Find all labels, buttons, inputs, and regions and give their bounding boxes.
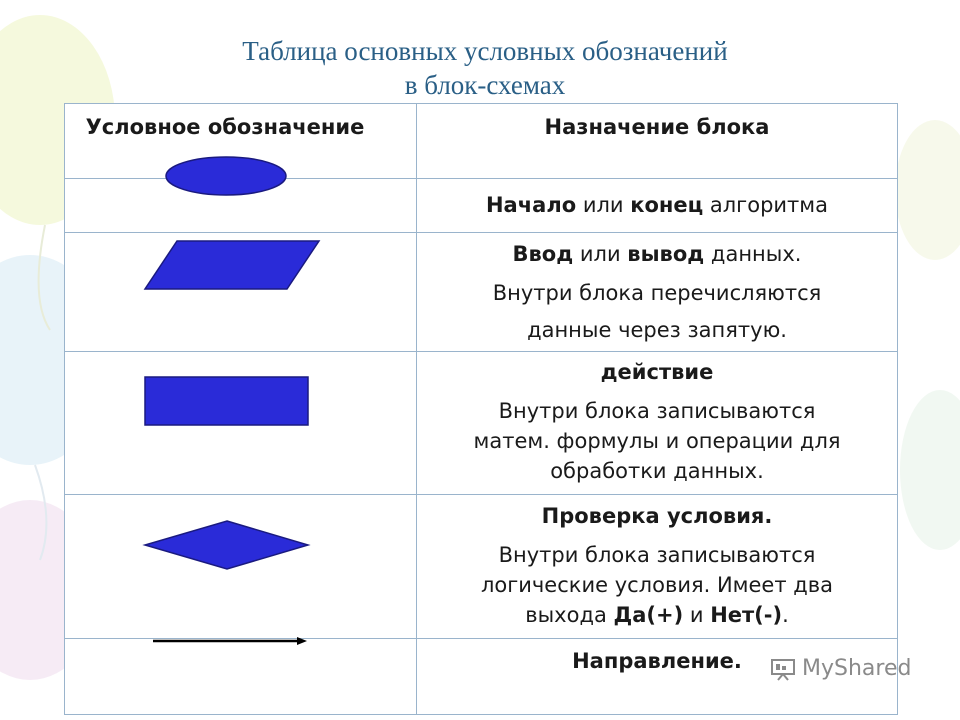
row-condition-plain-1: выхода [525, 603, 614, 627]
row-action-text [417, 357, 897, 486]
row-divider [65, 351, 897, 352]
row-start-end-plain-2: алгоритма [703, 193, 828, 217]
row-io-bold-2: вывод [627, 242, 705, 266]
header-purpose: Назначение блока [544, 115, 770, 139]
header-symbol: Условное обозначение [85, 115, 365, 139]
parallelogram-io-symbol [145, 241, 319, 289]
presentation-board-icon [770, 657, 796, 681]
row-start-end-plain-1: или [576, 193, 631, 217]
row-divider [65, 494, 897, 495]
row-start-end-text [417, 190, 897, 221]
row-condition-line-3: логические условия. Имеет два [480, 573, 834, 597]
row-io-line-2: Внутри блока перечисляются [492, 281, 822, 305]
row-divider [65, 638, 897, 639]
oval-terminator-symbol [166, 157, 286, 195]
row-condition-plain-3: . [782, 603, 789, 627]
row-action-title: действие [600, 360, 714, 384]
row-direction-title: Направление. [572, 649, 742, 673]
row-io-bold-1: Ввод [512, 242, 574, 266]
row-start-end-bold-2: конец [630, 193, 704, 217]
row-condition-title: Проверка условия. [541, 504, 773, 528]
row-condition-text [417, 501, 897, 630]
slide-title [0, 34, 960, 102]
row-io-text [417, 239, 897, 346]
row-io-line-3: данные через запятую. [527, 318, 787, 342]
row-action-line-2: Внутри блока записываются [498, 399, 816, 423]
diamond-decision-symbol [145, 521, 308, 569]
title-line-1: Таблица основных условных обозначений [242, 36, 728, 66]
row-action-line-4: обработки данных. [550, 459, 764, 483]
row-io-plain-2: данных. [704, 242, 802, 266]
row-action-line-3: матем. формулы и операции для [473, 429, 841, 453]
row-condition-plain-2: и [683, 603, 711, 627]
row-divider [65, 232, 897, 233]
title-line-2: в блок-схемах [404, 70, 566, 100]
row-condition-yes: Да(+) [613, 603, 684, 627]
rectangle-process-symbol [145, 377, 308, 425]
flowchart-symbols-table [64, 103, 898, 715]
row-divider [65, 178, 897, 179]
row-start-end-bold-1: Начало [485, 193, 577, 217]
watermark [770, 656, 911, 681]
row-condition-line-2: Внутри блока записываются [498, 543, 816, 567]
row-io-plain-1: или [573, 242, 628, 266]
row-condition-no: Нет(-) [710, 603, 783, 627]
watermark-text: MyShared [802, 656, 912, 681]
